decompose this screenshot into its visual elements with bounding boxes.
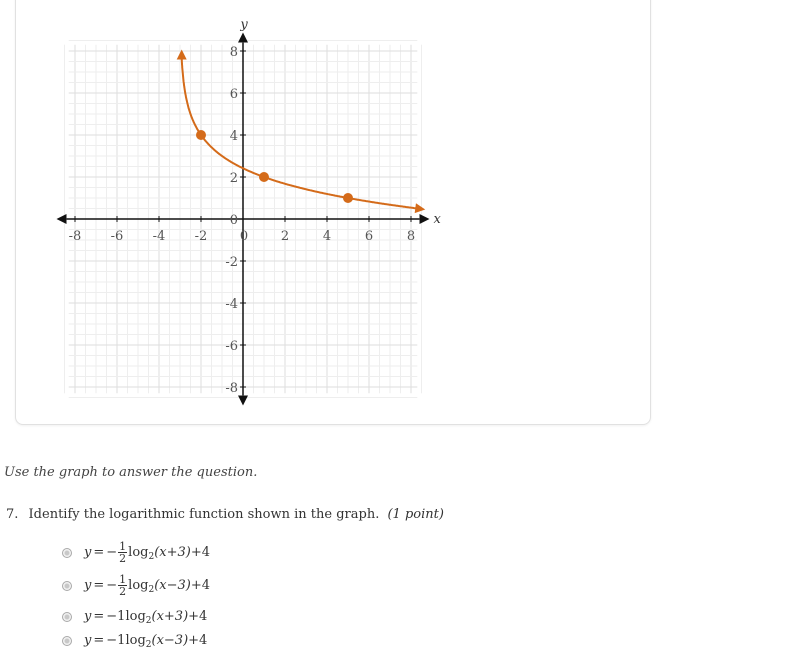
x-axis-arrow-right: [420, 214, 430, 224]
radio-button-2[interactable]: [62, 581, 72, 591]
y-tick-label: 2: [229, 171, 238, 186]
coordinate-graph: [16, 0, 652, 426]
y-axis-arrow-up: [238, 33, 248, 43]
x-axis-arrow-left: [57, 214, 67, 224]
x-tick-label: -2: [194, 229, 208, 244]
y-tick-label: -8: [225, 381, 238, 396]
y-axis-label: y: [240, 17, 248, 33]
curve-point: [196, 130, 206, 140]
graph-card: [15, 0, 651, 425]
question-points: (1 point): [387, 507, 444, 522]
y-tick-label: 8: [229, 45, 238, 60]
radio-button-3[interactable]: [62, 612, 72, 622]
x-tick-label: 6: [364, 229, 374, 244]
x-axis-label: x: [433, 212, 441, 227]
question-prompt: [6, 507, 444, 522]
y-tick-label: 4: [229, 129, 238, 144]
option-2-equation: y = − $\frac{1}{2}$ log 2 (x−3) +4: [84, 573, 211, 598]
y-tick-label: -4: [225, 297, 238, 312]
option-1-equation: y = − $\frac{1}{2}$ log 2 (x+3) +4: [84, 540, 211, 565]
option-3-equation: y = − 1 log 2 (x+3) +4: [84, 609, 208, 626]
y-tick-label: -2: [225, 255, 238, 270]
option-4-equation: y = − 1 log 2 (x−3) +4: [84, 633, 208, 650]
instruction-text: Use the graph to answer the question.: [4, 465, 258, 480]
answer-option-3[interactable]: [62, 609, 207, 624]
answer-option-2[interactable]: [62, 574, 210, 597]
y-axis-arrow-down: [238, 396, 248, 406]
x-tick-label: -8: [68, 229, 82, 244]
x-tick-label: 2: [280, 229, 290, 244]
curve-point: [343, 193, 353, 203]
curve-point: [259, 172, 269, 182]
y-tick-label: 6: [229, 87, 238, 102]
question-number: 7.: [6, 507, 19, 522]
question-text: Identify the logarithmic function shown in the graph.: [28, 507, 380, 522]
y-tick-label: -6: [225, 339, 238, 354]
answer-option-1[interactable]: [62, 541, 210, 564]
curve-arrow-right: [415, 203, 426, 213]
x-tick-label: 8: [406, 229, 416, 244]
x-tick-label: 0: [239, 229, 249, 244]
x-tick-label: -6: [110, 229, 124, 244]
radio-button-1[interactable]: [62, 548, 72, 558]
x-tick-label: -4: [152, 229, 166, 244]
function-curve: [182, 59, 418, 209]
x-tick-label: 4: [322, 229, 332, 244]
y-tick-label: 0: [229, 213, 238, 228]
